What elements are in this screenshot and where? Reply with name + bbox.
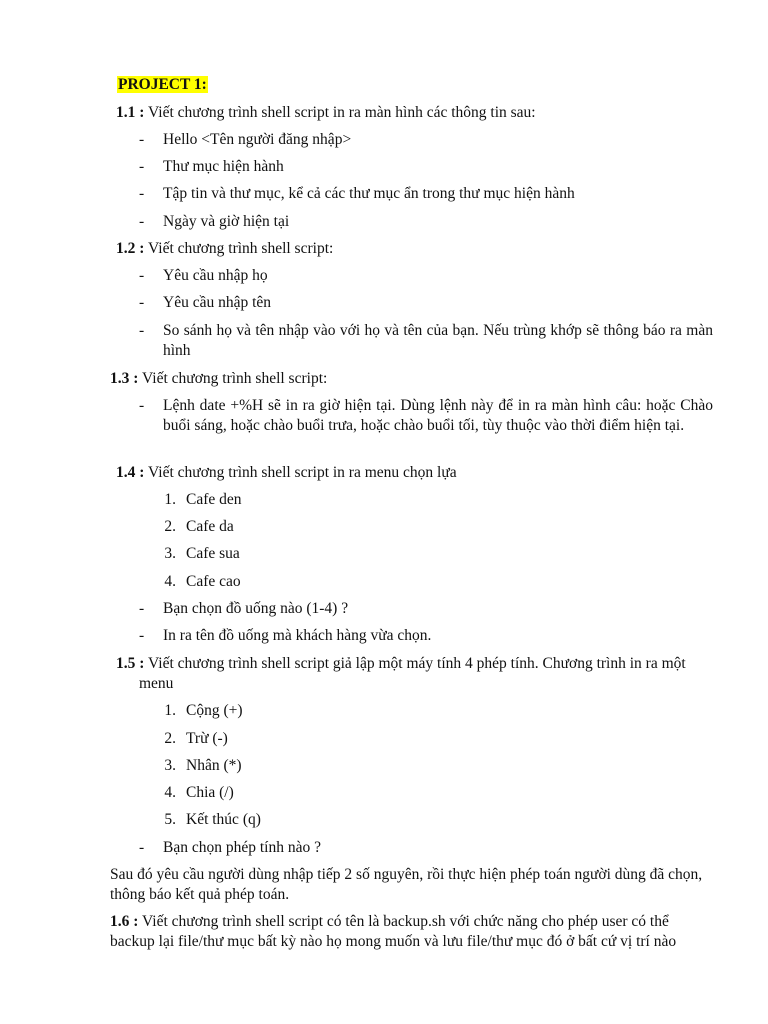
option-number: 4.	[164, 573, 176, 590]
paragraph: Sau đó yêu cầu người dùng nhập tiếp 2 số nguyên, rồi thực hiện phép toán người dùng đã chọn, thông báo kết quả phép toán.	[110, 866, 703, 903]
menu-option: Cafe sua	[186, 545, 240, 562]
option-number: 1.	[164, 702, 176, 719]
section-1-3-heading	[110, 369, 327, 389]
option-number: 1.	[164, 491, 176, 508]
project-title	[117, 75, 208, 95]
menu-option: Chia (/)	[186, 784, 234, 801]
bullet-dash: -	[139, 158, 145, 175]
list-item: Yêu cầu nhập họ	[163, 267, 268, 284]
project-title-highlight: PROJECT 1:	[118, 76, 207, 93]
section-text: Viết chương trình shell script in ra menu chọn lựa	[148, 464, 457, 481]
list-item: Bạn chọn đồ uống nào (1-4) ?	[163, 600, 349, 617]
list-item: Hello <Tên người đăng nhập>	[163, 131, 352, 148]
option-number: 2.	[164, 518, 176, 535]
option-number: 3.	[164, 545, 176, 562]
list-item: Yêu cầu nhập tên	[163, 294, 272, 311]
option-number: 5.	[164, 811, 176, 828]
section-1-5-heading	[116, 654, 716, 694]
bullet-dash: -	[139, 839, 145, 856]
section-text: Viết chương trình shell script giả lập một máy tính 4 phép tính. Chương trình in ra một menu	[139, 655, 686, 692]
option-number: 2.	[164, 730, 176, 747]
bullet-dash: -	[139, 213, 145, 230]
section-text: Viết chương trình shell script in ra màn hình các thông tin sau:	[148, 104, 536, 121]
menu-option: Trừ (-)	[186, 730, 228, 747]
list-item: Thư mục hiện hành	[163, 158, 284, 175]
section-number: 1.4 :	[116, 464, 145, 481]
menu-option: Cafe da	[186, 518, 234, 535]
list-item: Lệnh date +%H sẽ in ra giờ hiện tại. Dùng lệnh này để in ra màn hình câu: hoặc Chào buổi sáng, hoặc chào buổi trưa, hoặc chào buổi tối, tùy thuộc vào thời điểm hiện tại.	[163, 397, 713, 434]
menu-option: Kết thúc (q)	[186, 811, 261, 828]
bullet-dash: -	[139, 294, 145, 311]
list-item: In ra tên đồ uống mà khách hàng vừa chọn.	[163, 627, 432, 644]
section-number: 1.1 :	[116, 104, 145, 121]
bullet-dash: -	[139, 267, 145, 284]
menu-option: Nhân (*)	[186, 757, 242, 774]
section-text: Viết chương trình shell script:	[142, 370, 328, 387]
section-number: 1.6 :	[110, 913, 139, 930]
section-number: 1.5 :	[116, 655, 145, 672]
bullet-dash: -	[139, 600, 145, 617]
option-number: 4.	[164, 784, 176, 801]
bullet-dash: -	[139, 397, 145, 414]
bullet-dash: -	[139, 185, 145, 202]
menu-option: Cộng (+)	[186, 702, 243, 719]
bullet-dash: -	[139, 322, 145, 339]
menu-option: Cafe den	[186, 491, 242, 508]
section-number: 1.2 :	[116, 240, 145, 257]
section-text: Viết chương trình shell script:	[148, 240, 334, 257]
option-number: 3.	[164, 757, 176, 774]
list-item: Ngày và giờ hiện tại	[163, 213, 290, 230]
section-1-2-heading	[116, 239, 333, 259]
bullet-dash: -	[139, 131, 145, 148]
section-1-4-heading	[116, 463, 457, 483]
list-item: Bạn chọn phép tính nào ?	[163, 839, 321, 856]
section-text: Viết chương trình shell script có tên là backup.sh với chức năng cho phép user có thể backup lại file/thư mục bất kỳ nào họ mong muốn và lưu file/thư mục đó ở bất cứ vị trí nào	[110, 913, 677, 950]
section-1-6-heading	[110, 912, 714, 952]
menu-option: Cafe cao	[186, 573, 241, 590]
section-number: 1.3 :	[110, 370, 139, 387]
list-item: So sánh họ và tên nhập vào với họ và tên của bạn. Nếu trùng khớp sẽ thông báo ra màn hình	[163, 322, 713, 359]
list-item: Tập tin và thư mục, kể cả các thư mục ẩn trong thư mục hiện hành	[163, 185, 575, 202]
bullet-dash: -	[139, 627, 145, 644]
section-1-1-heading	[116, 103, 536, 123]
